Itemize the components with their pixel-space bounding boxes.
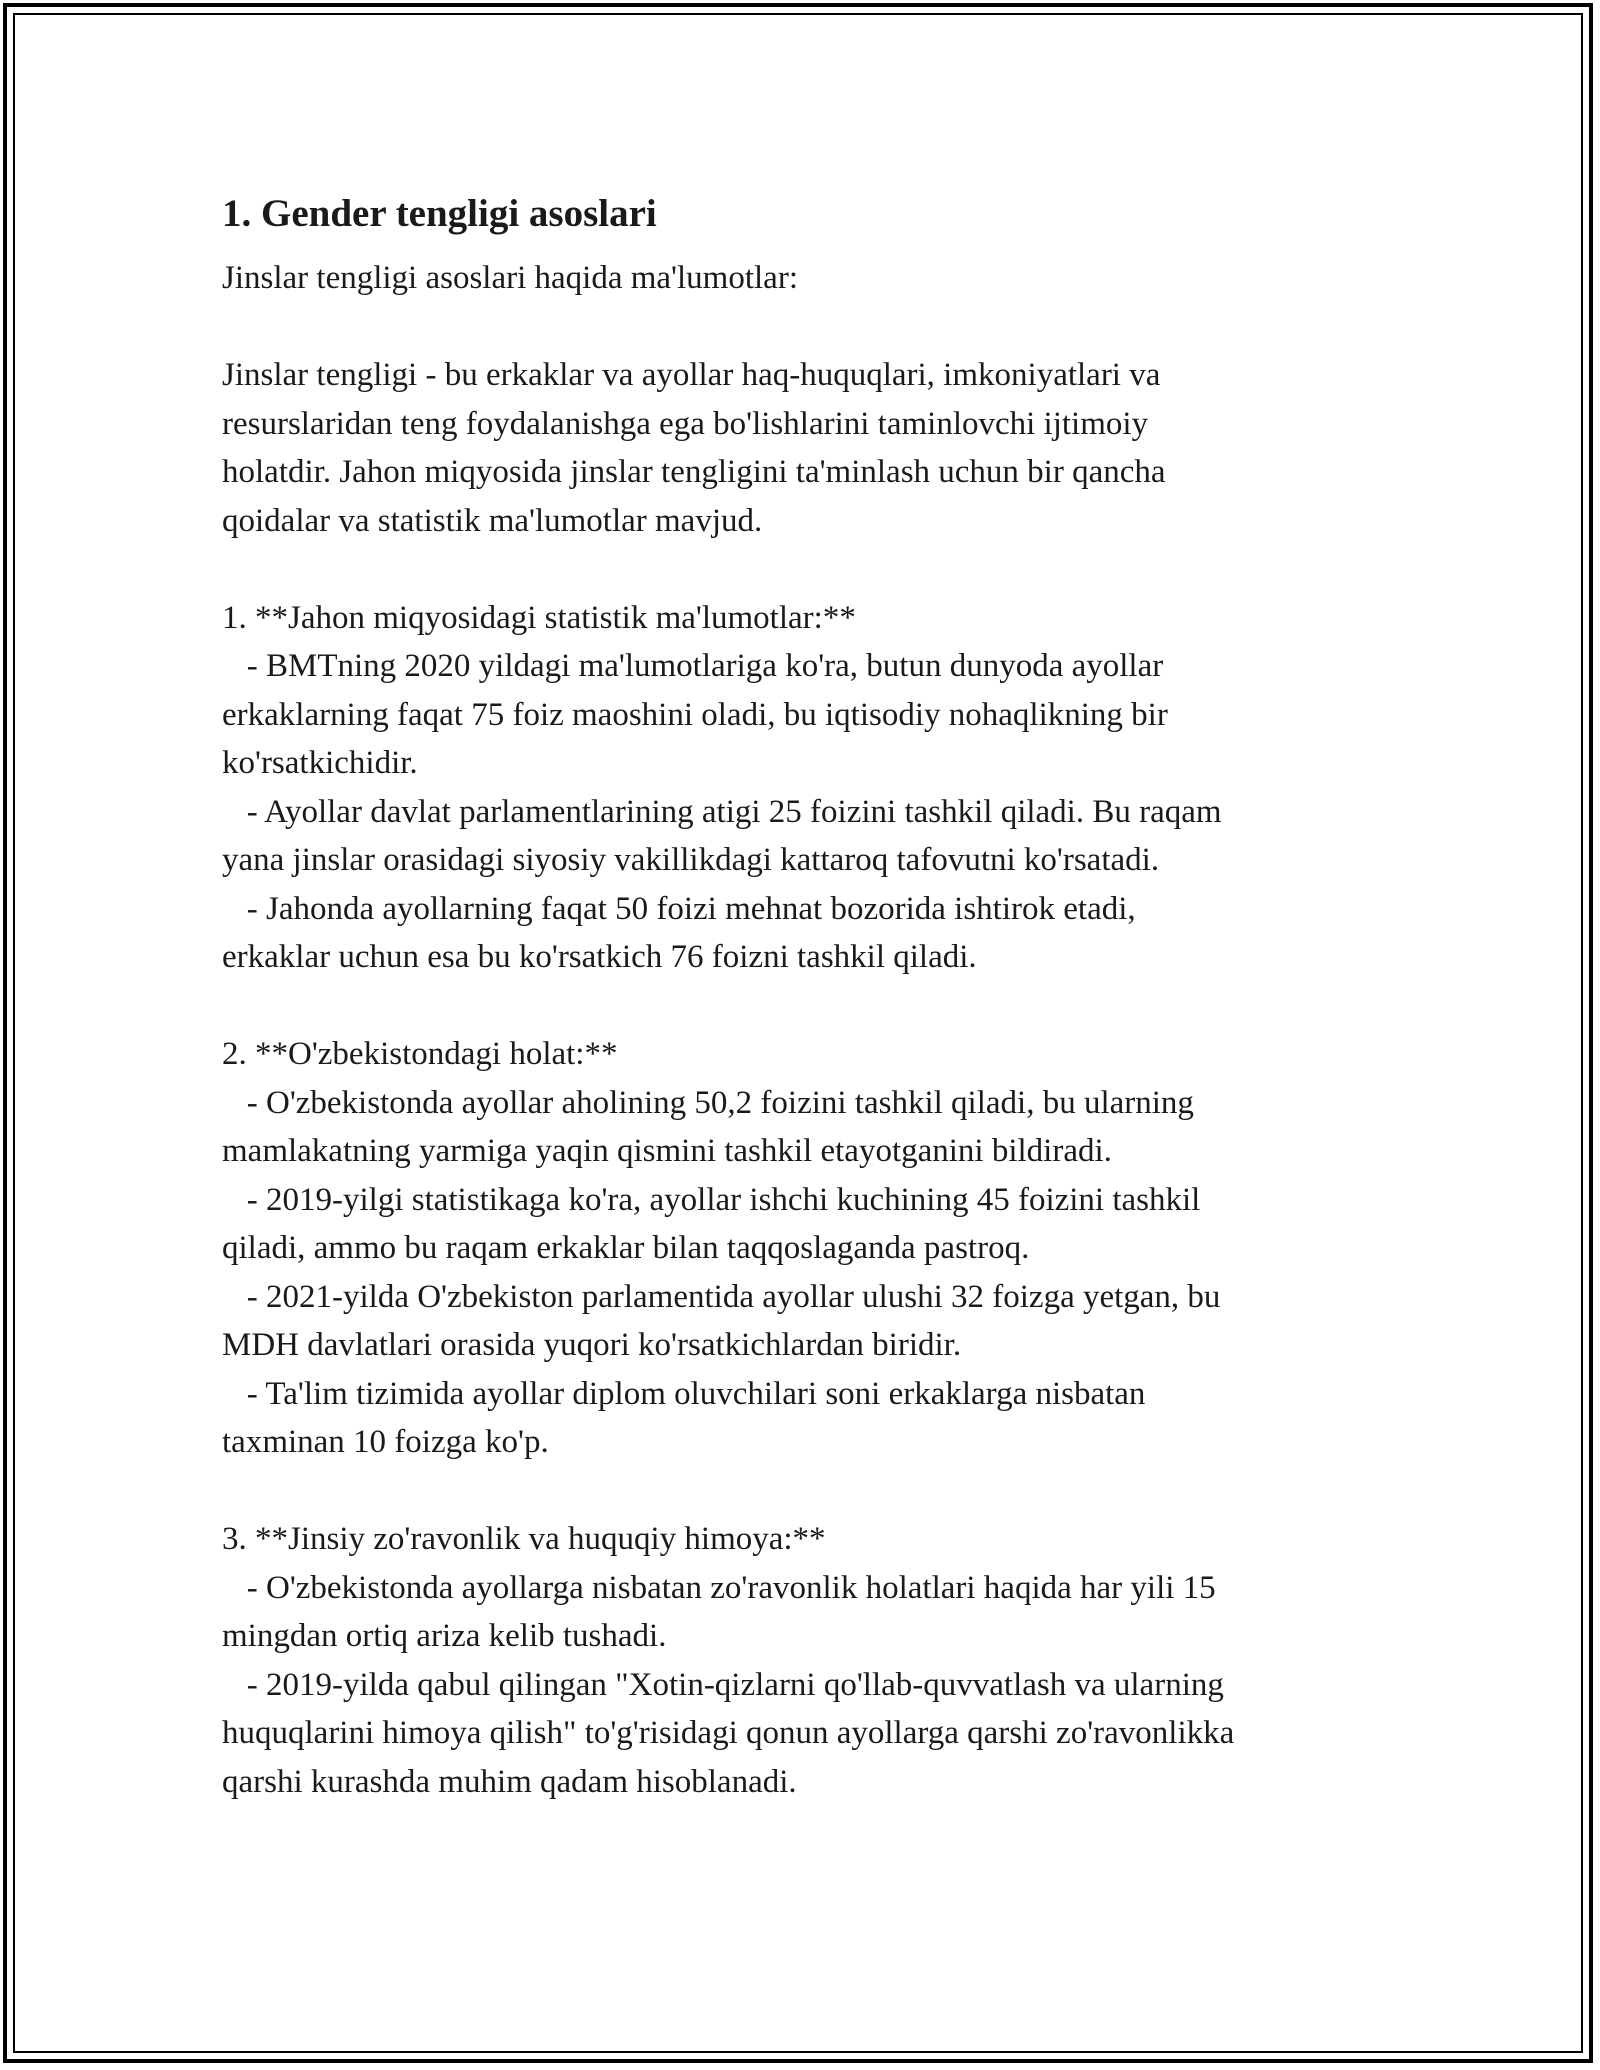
- text-line: 2. **O'zbekistondagi holat:**: [222, 1036, 618, 1072]
- document-body: [222, 186, 1382, 1806]
- text-line: erkaklarning faqat 75 foiz maoshini oladi, bu iqtisodiy nohaqlikning bir: [222, 696, 1168, 733]
- text-line: Jinslar tengligi asoslari haqida ma'lumotlar:: [222, 260, 798, 296]
- text-line: yana jinslar orasidagi siyosiy vakillikdagi kattaroq tafovutni ko'rsatadi.: [222, 842, 1160, 878]
- text-line: 1. **Jahon miqyosidagi statistik ma'lumotlar:**: [222, 599, 856, 636]
- text-line: ko'rsatkichidir.: [222, 745, 418, 781]
- text-line: - BMTning 2020 yildagi ma'lumotlariga ko'ra, butun dunyoda ayollar: [222, 648, 1164, 684]
- text-line: mingdan ortiq ariza kelib tushadi.: [222, 1618, 667, 1654]
- text-line: MDH davlatlari orasida yuqori ko'rsatkichlardan biridir.: [222, 1327, 962, 1363]
- text-line: 3. **Jinsiy zo'ravonlik va huquqiy himoya:**: [222, 1521, 826, 1557]
- text-line: - Jahonda ayollarning faqat 50 foizi mehnat bozorida ishtirok etadi,: [222, 890, 1136, 927]
- text-line: - 2021-yilda O'zbekiston parlamentida ayollar ulushi 32 foizga yetgan, bu: [222, 1278, 1221, 1315]
- text-line: qiladi, ammo bu raqam erkaklar bilan taqqoslaganda pastroq.: [222, 1230, 1030, 1266]
- text-line: Jinslar tengligi - bu erkaklar va ayollar haq-huquqlari, imkoniyatlari va: [222, 357, 1161, 393]
- text-line: mamlakatning yarmiga yaqin qismini tashkil etayotganini bildiradi.: [222, 1133, 1112, 1169]
- text-line: qarshi kurashda muhim qadam hisoblanadi.: [222, 1763, 797, 1800]
- text-line: - O'zbekistonda ayollarga nisbatan zo'ravonlik holatlari haqida har yili 15: [222, 1569, 1216, 1606]
- text-line: holatdir. Jahon miqyosida jinslar tengligini ta'minlash uchun bir qancha: [222, 454, 1166, 490]
- text-line: taxminan 10 foizga ko'p.: [222, 1424, 549, 1460]
- text-line: resurslaridan teng foydalanishga ega bo'lishlarini taminlovchi ijtimoiy: [222, 405, 1149, 442]
- text-line: - O'zbekistonda ayollar aholining 50,2 foizini tashkil qiladi, bu ularning: [222, 1084, 1194, 1121]
- document-title: 1. Gender tengligi asoslari: [222, 192, 657, 235]
- blank-line: [222, 982, 1382, 1031]
- blank-line: [222, 303, 1382, 352]
- text-line: erkaklar uchun esa bu ko'rsatkich 76 foizni tashkil qiladi.: [222, 939, 977, 975]
- blank-line: [222, 545, 1382, 594]
- text-line: - Ta'lim tizimida ayollar diplom oluvchilari soni erkaklarga nisbatan: [222, 1375, 1146, 1412]
- document-text: [222, 254, 1382, 1806]
- text-line: - Ayollar davlat parlamentlarining atigi 25 foizini tashkil qiladi. Bu raqam: [222, 793, 1222, 830]
- text-line: - 2019-yilgi statistikaga ko'ra, ayollar ishchi kuchining 45 foizini tashkil: [222, 1181, 1201, 1218]
- blank-line: [222, 1467, 1382, 1516]
- text-line: qoidalar va statistik ma'lumotlar mavjud.: [222, 502, 763, 539]
- text-line: - 2019-yilda qabul qilingan "Xotin-qizlarni qo'llab-quvvatlash va ularning: [222, 1666, 1224, 1703]
- text-line: huquqlarini himoya qilish" to'g'risidagi qonun ayollarga qarshi zo'ravonlikka: [222, 1715, 1235, 1751]
